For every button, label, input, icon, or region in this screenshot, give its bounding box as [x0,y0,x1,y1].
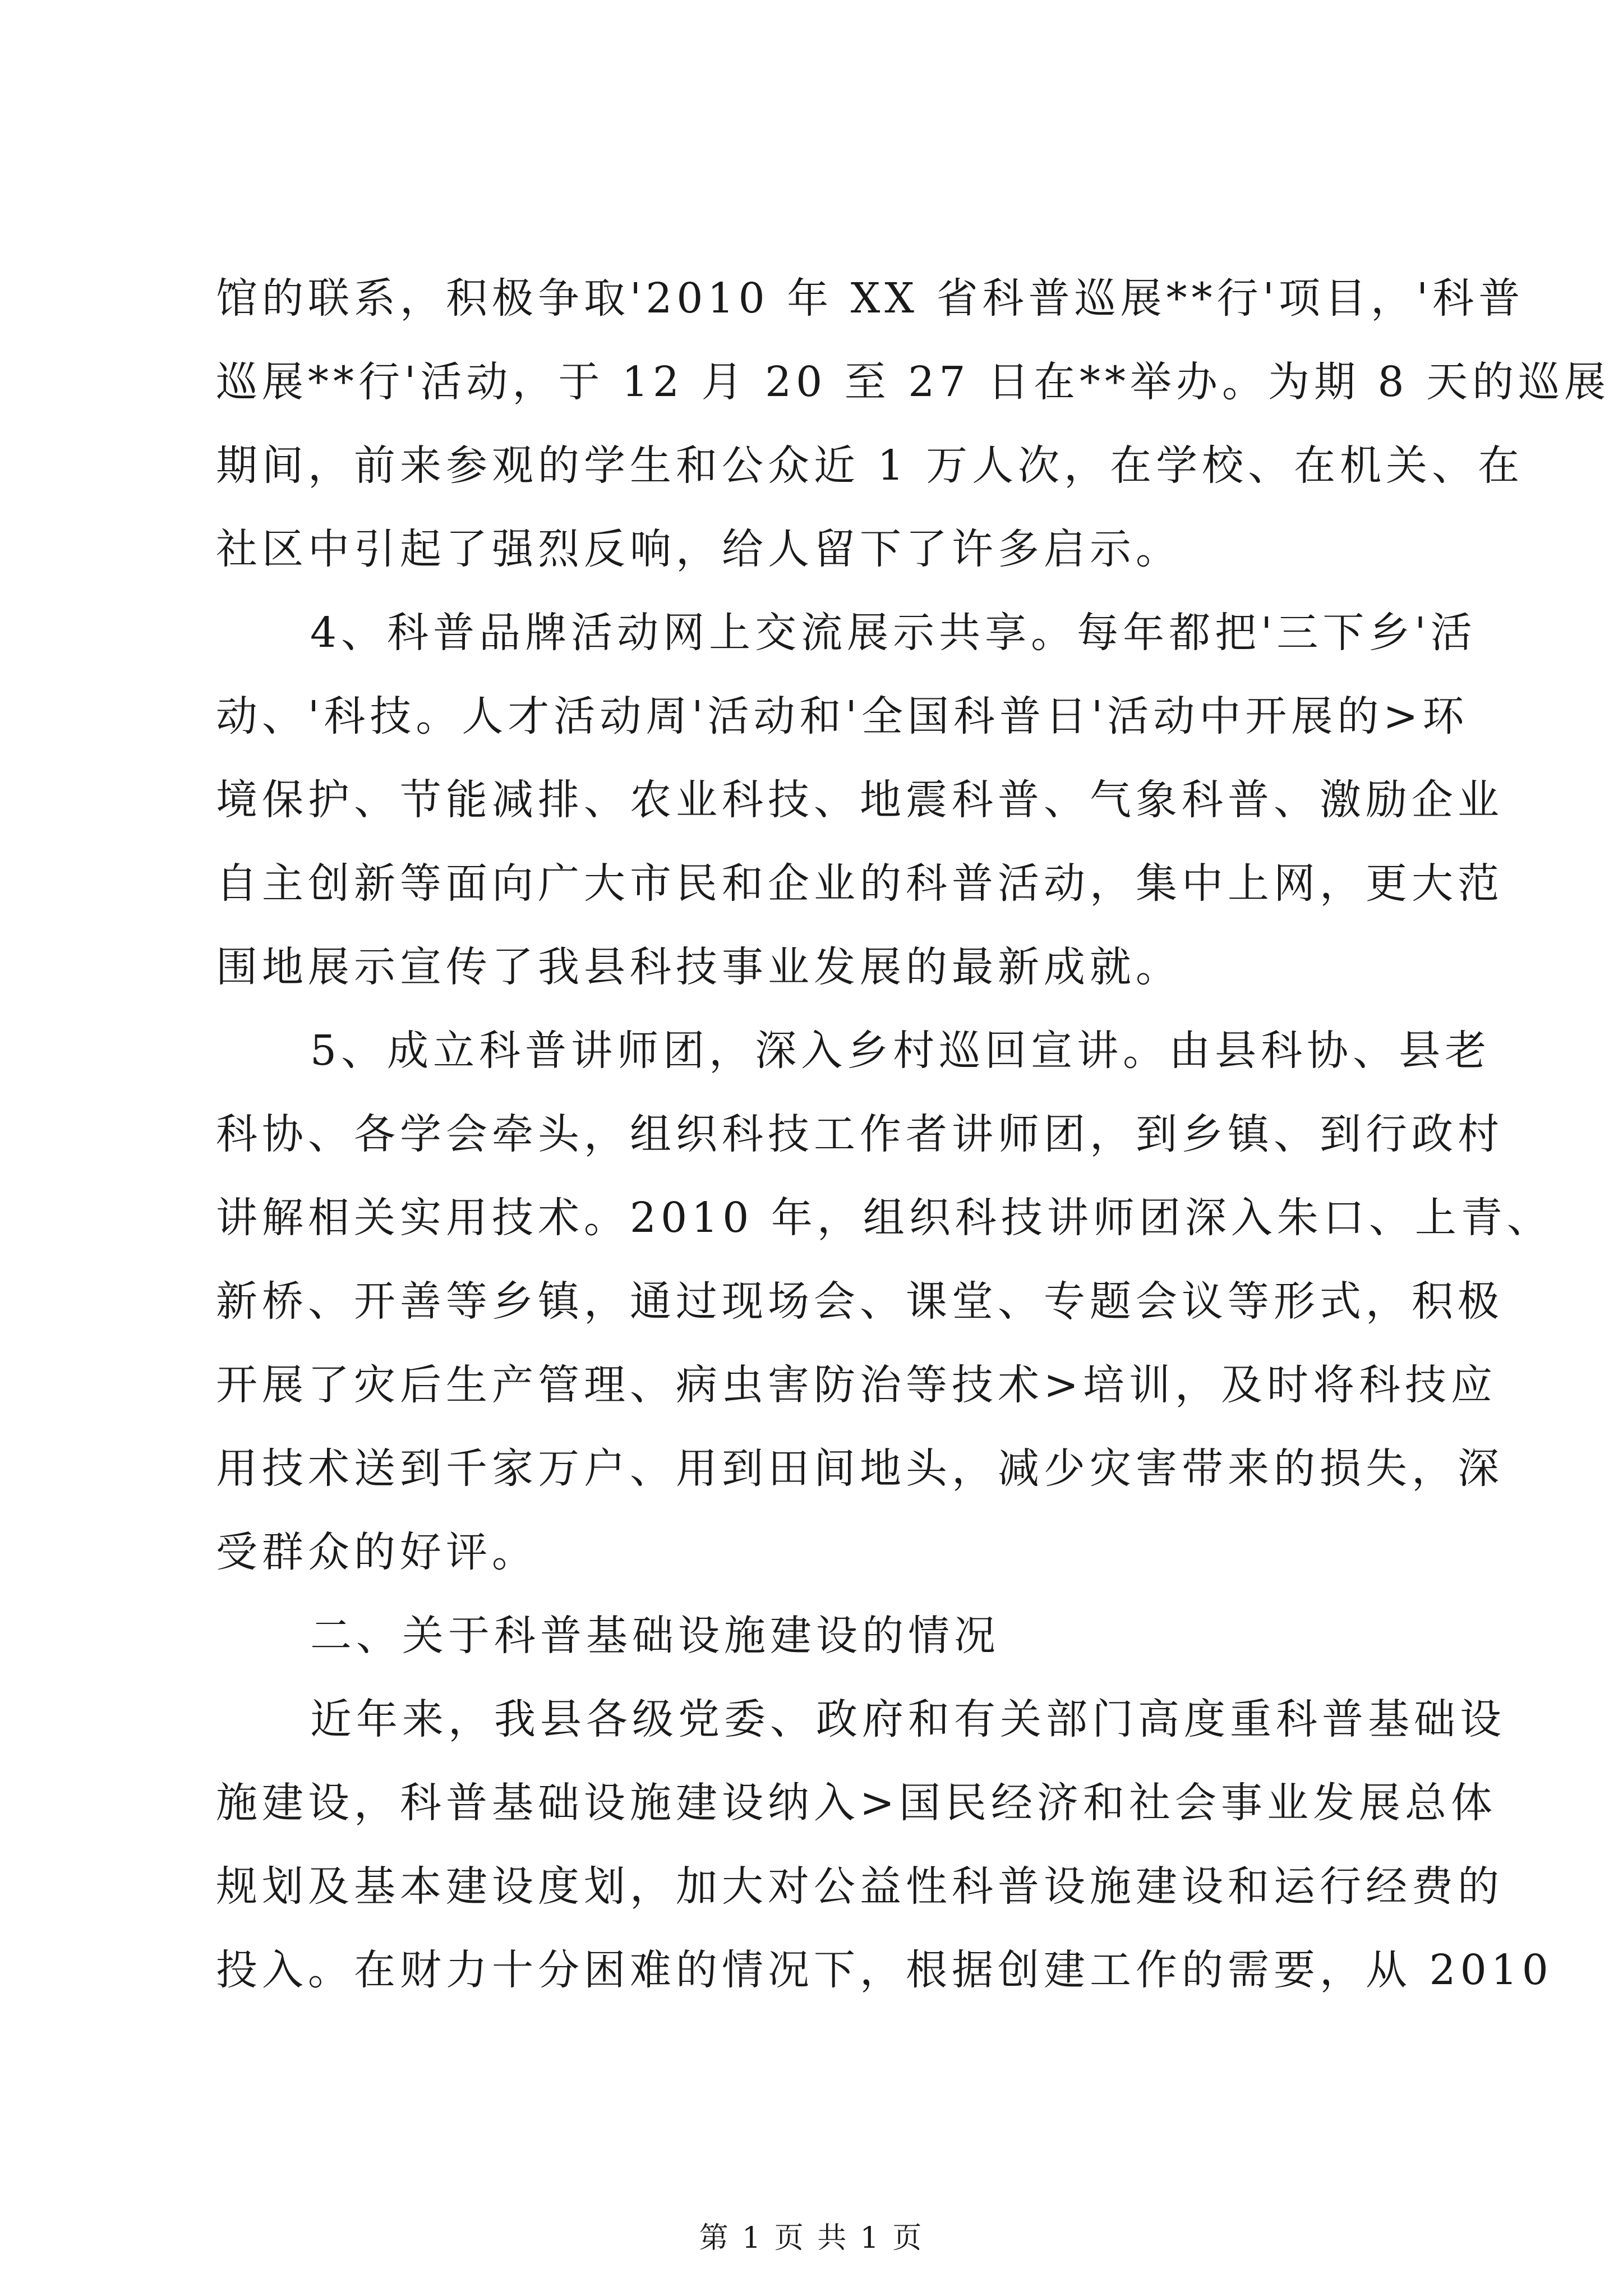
text-line: 期间，前来参观的学生和公众近 1 万人次，在学校、在机关、在 [216,441,1524,490]
text-line: 新桥、开善等乡镇，通过现场会、课堂、专题会议等形式，积极 [216,1277,1504,1326]
text-line: 受群众的好评。 [216,1528,538,1576]
document-body [216,257,1611,2012]
text-line: 围地展示宣传了我县科技事业发展的最新成就。 [216,943,1182,991]
page-number-footer: 第 1 页 共 1 页 [699,2221,924,2255]
paragraph-start-line: 4、科普品牌活动网上交流展示共享。每年都把'三下乡'活 [310,609,1477,657]
text-line: 馆的联系，积极争取'2010 年 XX 省科普巡展**行'项目，'科普 [216,274,1525,323]
text-line: 开展了灾后生产管理、病虫害防治等技术>培训，及时将科技应 [216,1361,1497,1409]
text-line: 社区中引起了强烈反响，给人留下了许多启示。 [216,525,1182,573]
text-line: 用技术送到千家万户、用到田间地头，减少灾害带来的损失，深 [216,1444,1504,1493]
text-line: 巡展**行'活动，于 12 月 20 至 27 日在**举办。为期 8 天的巡展 [216,358,1611,406]
section-heading: 二、关于科普基础设施建设的情况 [310,1612,1000,1660]
text-line: 境保护、节能减排、农业科技、地震科普、气象科普、激励企业 [216,776,1504,824]
text-line: 自主创新等面向广大市民和企业的科普活动，集中上网，更大范 [216,859,1504,908]
text-line: 投入。在财力十分困难的情况下，根据创建工作的需要，从 2010 [216,1946,1553,1994]
text-line: 规划及基本建设度划，加大对公益性科普设施建设和运行经费的 [216,1862,1504,1911]
text-line: 科协、各学会牵头，组织科技工作者讲师团，到乡镇、到行政村 [216,1110,1504,1158]
text-line: 施建设，科普基础设施建设纳入>国民经济和社会事业发展总体 [216,1779,1497,1827]
text-line: 讲解相关实用技术。2010 年，组织科技讲师团深入朱口、上青、 [216,1194,1553,1242]
text-line: 动、'科技。人才活动周'活动和'全国科普日'活动中开展的>环 [216,692,1469,740]
paragraph-start-line: 5、成立科普讲师团，深入乡村巡回宣讲。由县科协、县老 [310,1027,1491,1075]
paragraph-start-line: 近年来，我县各级党委、政府和有关部门高度重科普基础设 [310,1695,1506,1743]
